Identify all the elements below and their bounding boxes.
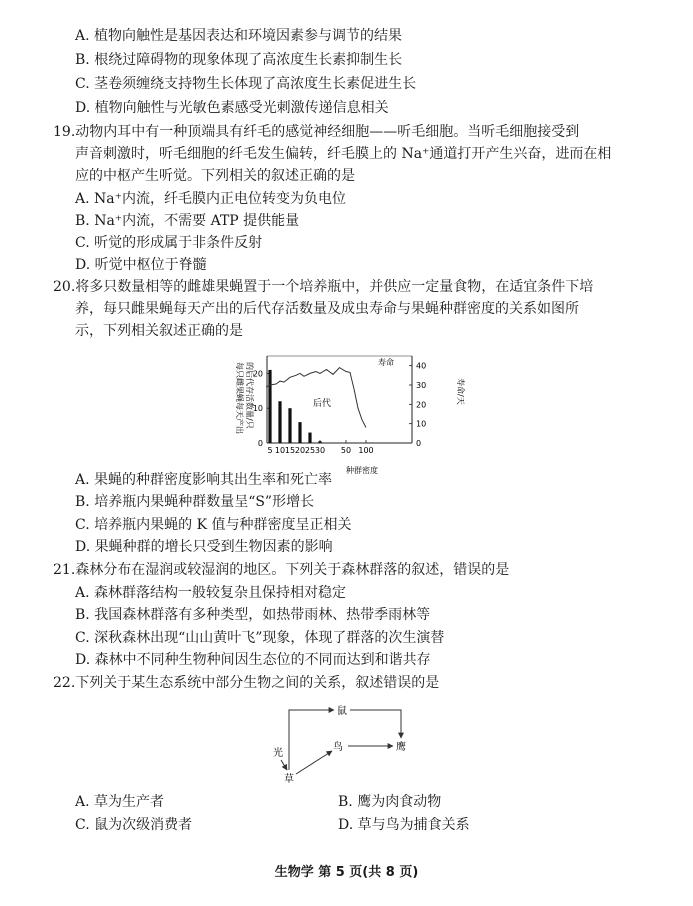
- q19-stem-line-2: 声音刺激时，听毛细胞的纤毛发生偏转，纤毛膜上的 Na⁺通道打开产生兴奋，进而在相: [75, 146, 612, 162]
- q22-stem: 22.下列关于某生态系统中部分生物之间的关系，叙述错误的是: [53, 675, 440, 691]
- chart-y-tick-label: 20: [252, 369, 263, 379]
- q19-number: 19.: [53, 124, 76, 140]
- q20-option-d: D. 果蝇种群的增长只受到生物因素的影响: [75, 539, 333, 555]
- chart-bar-15: [288, 408, 291, 443]
- chart-series-label-lifespan: 寿命: [378, 358, 394, 367]
- q22-option-b: B. 鹰为肉食动物: [338, 794, 442, 810]
- chart-x-tick-label: 50: [340, 446, 352, 455]
- population-density-chart: [222, 348, 467, 476]
- chart-bar-30: [318, 441, 321, 443]
- q20-option-c: C. 培养瓶内果蝇的 K 值与种群密度呈正相关: [75, 517, 352, 533]
- chart-bar-5: [268, 370, 271, 443]
- q19-option-c: C. 听觉的形成属于非条件反射: [75, 235, 263, 251]
- arrow-grass-to-bird: [296, 751, 332, 774]
- chart-x-tick-label: 30: [314, 446, 326, 455]
- node-mouse: 鼠: [337, 706, 347, 717]
- chart-bar-20: [298, 422, 301, 443]
- chart-x-tick-label: 15: [284, 446, 296, 455]
- chart-bar-10: [278, 401, 281, 443]
- chart-series-label-offspring: 后代: [312, 399, 332, 409]
- node-eagle: 鹰: [396, 742, 406, 753]
- q19-option-b: B. Na⁺内流，不需要 ATP 提供能量: [75, 213, 300, 229]
- q19-option-d: D. 听觉中枢位于脊髓: [75, 257, 207, 273]
- q21-stem: 21.森林分布在湿润或较湿润的地区。下列关于森林群落的叙述，错误的是: [53, 562, 510, 578]
- q20-option-a: A. 果蝇的种群密度影响其出生率和死亡率: [75, 472, 333, 488]
- chart-x-tick-label: 100: [358, 446, 374, 455]
- q22-option-d: D. 草与鸟为捕食关系: [338, 817, 470, 833]
- q21-number: 21.: [53, 562, 76, 578]
- chart-x-tick-label: 20: [294, 446, 306, 455]
- q18-option-b: B. 根绕过障碍物的现象体现了高浓度生长素抑制生长: [75, 52, 403, 68]
- node-light: 光: [273, 748, 283, 759]
- q21-option-d: D. 森林中不同种生物种间因生态位的不同而达到和谐共存: [75, 652, 431, 668]
- arrow-mouse-to-eagle: [350, 710, 401, 738]
- chart-y2-tick-label: 0: [416, 439, 422, 448]
- q22-option-a: A. 草为生产者: [75, 794, 165, 810]
- q20-stem-line-1: 20.将多只数量相等的雌雄果蝇置于一个培养瓶中，并供应一定量食物，在适宜条件下培: [53, 279, 594, 295]
- q20-number: 20.: [53, 279, 76, 295]
- q21-option-c: C. 深秋森林出现“山山黄叶飞”现象，体现了群落的次生演替: [75, 630, 445, 646]
- chart-bar-25: [308, 433, 311, 443]
- food-web-diagram: [250, 700, 430, 785]
- chart-xlabel: 种群密度: [346, 466, 378, 475]
- chart-y2label: 寿命/天: [456, 378, 465, 405]
- q22-option-c: C. 鼠为次级消费者: [75, 817, 193, 833]
- q21-option-a: A. 森林群落结构一般较复杂且保持相对稳定: [75, 585, 347, 601]
- chart-x-tick-label: 5: [267, 446, 273, 455]
- chart-ylabel-line-2: 的后代存活数量/只: [245, 362, 254, 429]
- q20-stem-line-3: 示，下列相关叙述正确的是: [75, 323, 243, 339]
- q19-stem-line-3: 应的中枢产生听觉。下列相关的叙述正确的是: [75, 168, 355, 184]
- q18-option-c: C. 茎卷须缠绕支持物生长体现了高浓度生长素促进生长: [75, 76, 417, 92]
- q18-option-a: A. 植物向触性是基因表达和环境因素参与调节的结果: [75, 28, 403, 44]
- chart-y2-tick-label: 30: [416, 381, 427, 390]
- q19-stem-line-1: 19.动物内耳中有一种顶端具有纤毛的感觉神经细胞——听毛细胞。当听毛细胞接受到: [53, 124, 580, 140]
- node-grass: 草: [284, 774, 294, 785]
- q20-stem-line-2: 养，每只雌果蝇每天产出的后代存活数量及成虫寿命与果蝇种群密度的关系如图所: [75, 301, 579, 317]
- q22-number: 22.: [53, 675, 76, 691]
- chart-x-tick-label: 25: [304, 446, 316, 455]
- chart-y-tick-label: 0: [257, 439, 263, 448]
- q19-option-a: A. Na⁺内流，纤毛膜内正电位转变为负电位: [75, 191, 346, 207]
- chart-ylabel-line-1: 每只雌果蝇每天产出: [235, 362, 244, 434]
- arrow-grass-to-mouse: [289, 710, 334, 770]
- q20-option-b: B. 培养瓶内果蝇种群数量呈“S”形增长: [75, 494, 315, 510]
- chart-y2-tick-label: 10: [416, 419, 427, 429]
- q21-option-b: B. 我国森林群落有多种类型，如热带雨林、热带季雨林等: [75, 607, 431, 623]
- q18-option-d: D. 植物向触性与光敏色素感受光刺激传递信息相关: [75, 100, 389, 116]
- arrow-light-to-grass: [281, 760, 287, 770]
- chart-y-tick-label: 10: [252, 404, 263, 414]
- chart-y2-tick-label: 20: [416, 400, 427, 410]
- chart-y2-tick-label: 40: [416, 361, 427, 371]
- node-bird: 鸟: [333, 742, 343, 753]
- page-footer: 生物学 第 5 页(共 8 页): [274, 865, 419, 880]
- chart-x-tick-label: 10: [274, 446, 286, 455]
